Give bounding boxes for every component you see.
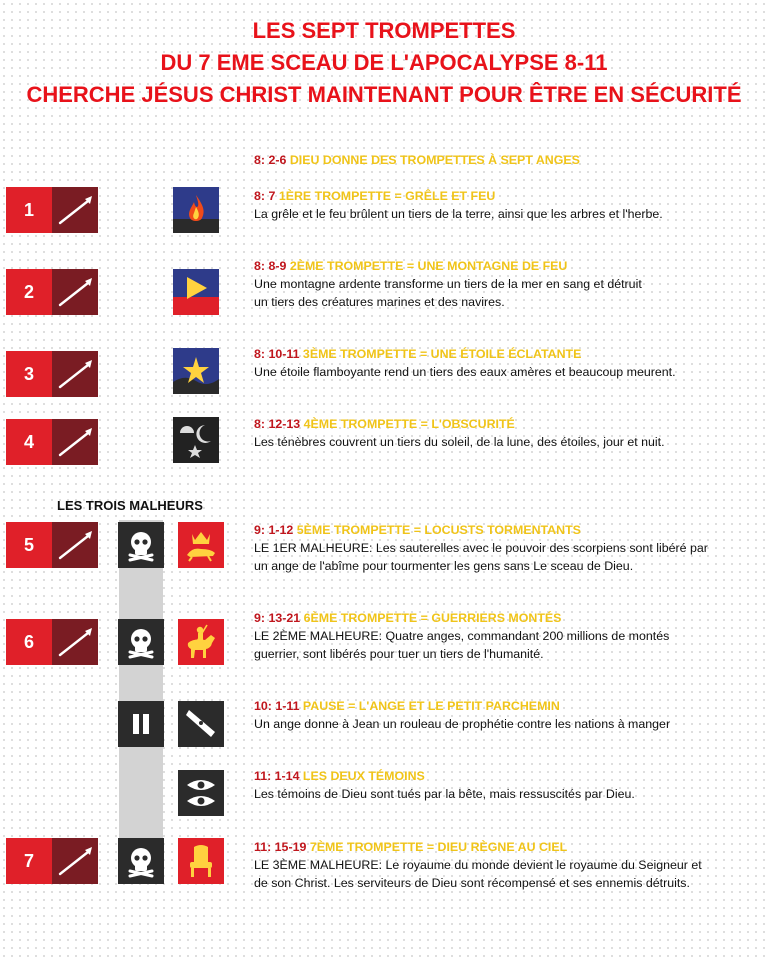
entry-ref: 10: 1-11 xyxy=(254,699,300,713)
title-line-2: DU 7 EME SCEAU DE L'APOCALYPSE 8-11 xyxy=(160,50,608,75)
entry-trumpet-3 xyxy=(254,345,759,381)
entry-title: 3ÈME TROMPETTE = UNE ÉTOILE ÉCLATANTE xyxy=(302,347,582,361)
trumpet-icon xyxy=(52,522,98,568)
entry-description: Les témoins de Dieu sont tués par la bête, mais ressuscités par Dieu. xyxy=(254,787,635,801)
star-icon xyxy=(173,348,219,394)
entry-trumpet-1 xyxy=(254,187,759,223)
intro-entry xyxy=(254,151,759,169)
entry-title: LES DEUX TÉMOINS xyxy=(302,769,425,783)
entry-trumpet-4 xyxy=(254,415,759,451)
entry-ref: 11: 1-14 xyxy=(254,769,300,783)
trumpet-number: 3 xyxy=(6,351,52,397)
entry-trumpet-6 xyxy=(254,609,759,663)
entry-description: Un ange donne à Jean un rouleau de prophétie contre les nations à manger xyxy=(254,717,671,731)
entry-witnesses xyxy=(254,767,759,803)
entry-ref: 8: 10-11 xyxy=(254,347,300,361)
entry-trumpet-5 xyxy=(254,521,759,575)
title-line-3: CHERCHE JÉSUS CHRIST MAINTENANT POUR ÊTRE EN SÉCURITÉ xyxy=(26,82,742,107)
entry-description: LE 1ER MALHEURE: Les sauterelles avec le pouvoir des scorpiens sont libéré par un ange de l'abîme pour tourmenter les gens sans Le sceau de Dieu. xyxy=(254,541,708,573)
entry-description: Une étoile flamboyante rend un tiers des eaux amères et beaucoup meurent. xyxy=(254,365,676,379)
intro-ref: 8: 2-6 xyxy=(254,153,287,167)
entry-trumpet-7 xyxy=(254,838,759,892)
crowned-locust-icon xyxy=(178,522,224,568)
burning-mountain-icon xyxy=(173,269,219,315)
trumpet-number: 4 xyxy=(6,419,52,465)
entry-ref: 8: 7 xyxy=(254,189,276,203)
entry-title: 1ÈRE TROMPETTE = GRÊLE ET FEU xyxy=(278,189,496,203)
fire-icon xyxy=(173,187,219,233)
pause-icon xyxy=(118,701,164,747)
entry-ref: 8: 8-9 xyxy=(254,259,287,273)
entry-title: 6ÈME TROMPETTE = GUERRIERS MONTÉS xyxy=(303,611,562,625)
entry-description: La grêle et le feu brûlent un tiers de la terre, ainsi que les arbres et l'herbe. xyxy=(254,207,663,221)
entry-description: LE 2ÈME MALHEURE: Quatre anges, commandant 200 millions de montés guerrier, sont libérés pour tuer un tiers de l'humanité. xyxy=(254,629,670,661)
entry-trumpet-2 xyxy=(254,257,759,311)
trumpet-icon xyxy=(52,619,98,665)
trumpet-icon xyxy=(52,269,98,315)
entry-title: 2ÈME TROMPETTE = UNE MONTAGNE DE FEU xyxy=(289,259,568,273)
entry-description: Les ténèbres couvrent un tiers du soleil, de la lune, des étoiles, jour et nuit. xyxy=(254,435,665,449)
entry-ref: 9: 13-21 xyxy=(254,611,301,625)
entry-title: 5ÈME TROMPETTE = LOCUSTS TORMENTANTS xyxy=(296,523,581,537)
skull-icon xyxy=(118,619,164,665)
woes-label: LES TROIS MALHEURS xyxy=(57,498,203,513)
entry-title: 7ÈME TROMPETTE = DIEU RÈGNE AU CIEL xyxy=(309,840,568,854)
entry-description: Une montagne ardente transforme un tiers de la mer en sang et détruit un tiers des créatures marines et des navires. xyxy=(254,277,642,309)
entry-title: 4ÈME TROMPETTE = L'OBSCURITÉ xyxy=(303,417,515,431)
scroll-icon xyxy=(178,701,224,747)
trumpet-number: 2 xyxy=(6,269,52,315)
skull-icon xyxy=(118,838,164,884)
title-line-1: LES SEPT TROMPETTES xyxy=(252,18,516,43)
entry-title: PAUSE = L'ANGE ET LE PETIT PARCHEMIN xyxy=(302,699,560,713)
trumpet-icon xyxy=(52,351,98,397)
entry-ref: 8: 12-13 xyxy=(254,417,301,431)
entry-description: LE 3ÈME MALHEURE: Le royaume du monde devient le royaume du Seigneur et de son Christ. Les serviteurs de Dieu sont récompensé et ses ennemis détruits. xyxy=(254,858,702,890)
skull-icon xyxy=(118,522,164,568)
trumpet-number: 5 xyxy=(6,522,52,568)
entry-ref: 9: 1-12 xyxy=(254,523,294,537)
trumpet-icon xyxy=(52,419,98,465)
trumpet-number: 6 xyxy=(6,619,52,665)
throne-icon xyxy=(178,838,224,884)
horseman-icon xyxy=(178,619,224,665)
trumpet-icon xyxy=(52,187,98,233)
eyes-icon xyxy=(178,770,224,816)
intro-title: DIEU DONNE DES TROMPETTES À SEPT ANGES xyxy=(289,153,580,167)
entry-pause xyxy=(254,697,759,733)
trumpet-icon xyxy=(52,838,98,884)
sun-moon-star-icon xyxy=(173,417,219,463)
entry-ref: 11: 15-19 xyxy=(254,840,307,854)
trumpet-number: 7 xyxy=(6,838,52,884)
trumpet-number: 1 xyxy=(6,187,52,233)
